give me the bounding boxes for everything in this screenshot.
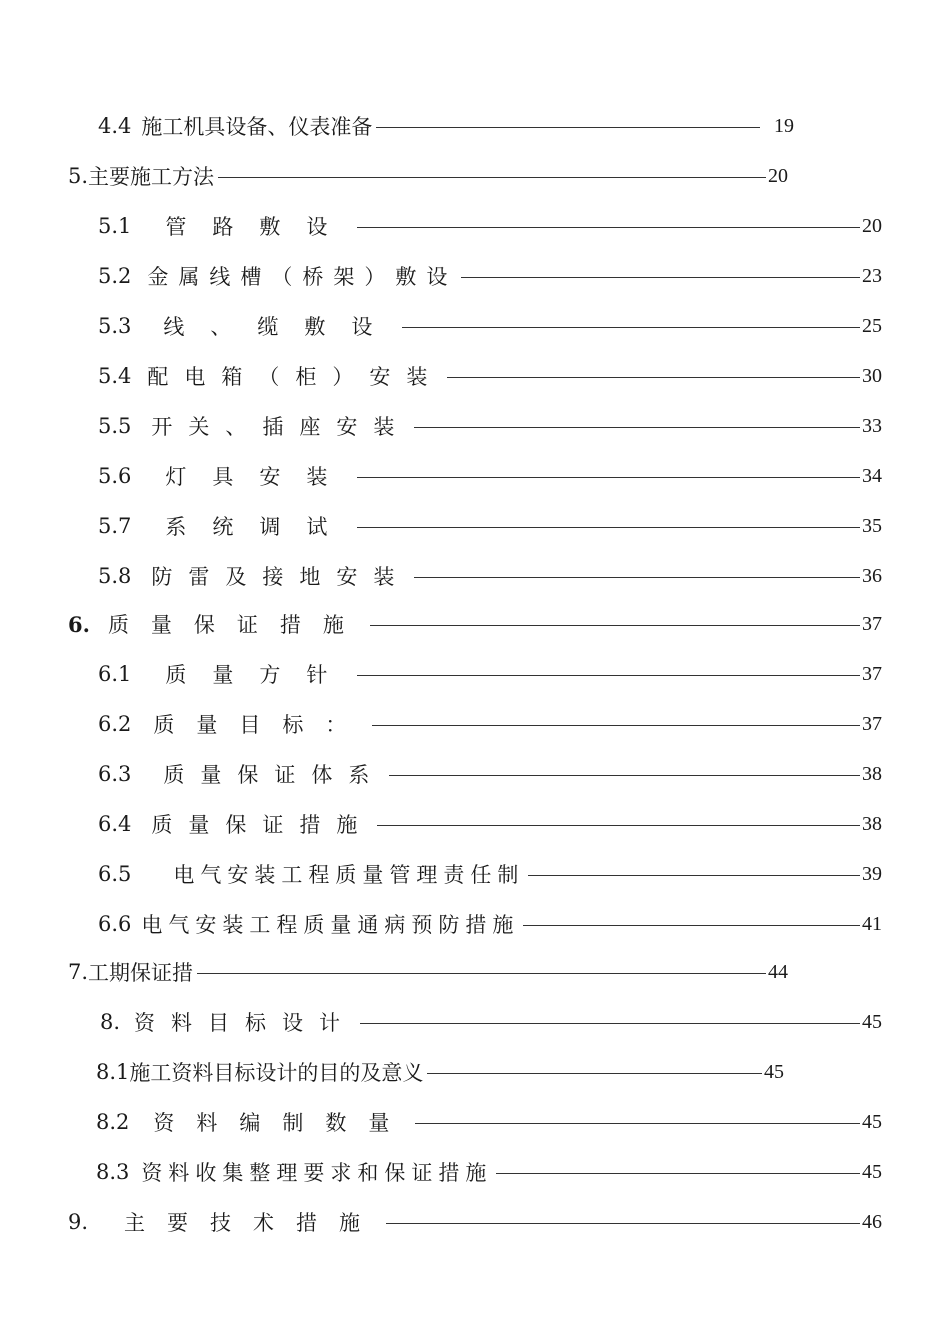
toc-title: 电气安装工程质量管理责任制 (173, 863, 525, 887)
toc-leader (447, 377, 860, 378)
toc-page-number: 23 (862, 264, 882, 287)
toc-page-number: 25 (862, 314, 882, 337)
toc-title: 资料目标设计 (134, 1011, 357, 1035)
toc-leader (357, 675, 860, 676)
toc-number: 6. (68, 611, 90, 637)
toc-title: 质量方针 (165, 663, 354, 687)
toc-entry-6-4[interactable] (98, 806, 882, 842)
toc-page-number: 30 (862, 364, 882, 387)
toc-title: 系统调试 (165, 515, 354, 539)
toc-page-number: 37 (862, 612, 882, 635)
toc-leader (461, 277, 860, 278)
toc-number: 5.2 (98, 264, 132, 288)
toc-page-number: 41 (862, 912, 882, 935)
toc-entry-5-1[interactable] (98, 208, 882, 244)
toc-entry-5-4[interactable] (98, 358, 882, 394)
toc-entry-6[interactable] (68, 606, 882, 642)
toc-title: 质量保证体系 (163, 763, 386, 787)
toc-entry-5-7[interactable] (98, 508, 882, 544)
toc-number: 6.1 (98, 662, 132, 686)
toc-page-number: 45 (764, 1060, 784, 1083)
toc-number: 5.5 (98, 414, 132, 438)
toc-number: 4.4 (98, 114, 132, 138)
toc-entry-4-4[interactable] (98, 108, 794, 144)
toc-page-number: 20 (768, 164, 788, 187)
toc-entry-5-8[interactable] (98, 558, 882, 594)
toc-number: 5.4 (98, 364, 132, 388)
toc-leader (389, 775, 860, 776)
toc-entry-8[interactable] (100, 1004, 882, 1040)
toc-title: 资料收集整理要求和保证措施 (141, 1161, 493, 1185)
toc-entry-8-2[interactable] (96, 1104, 882, 1140)
toc-number: 6.6 (98, 912, 132, 936)
toc-page-number: 38 (862, 812, 882, 835)
toc-title: 质量保证措施 (107, 613, 366, 637)
toc-entry-5[interactable] (68, 158, 788, 194)
toc-title: 施工资料目标设计的目的及意义 (129, 1061, 424, 1085)
toc-leader (372, 725, 860, 726)
toc-entry-5-3[interactable] (98, 308, 882, 344)
toc-leader (523, 925, 860, 926)
toc-number: 8.3 (96, 1160, 130, 1184)
toc-entry-6-1[interactable] (98, 656, 882, 692)
toc-page-number: 45 (862, 1110, 882, 1133)
toc-page-number: 37 (862, 712, 882, 735)
toc-leader (414, 577, 860, 578)
toc-number: 9. (68, 1210, 89, 1234)
toc-number: 5. (68, 164, 89, 188)
toc-number: 6.4 (98, 812, 132, 836)
toc-entry-6-5[interactable] (98, 856, 882, 892)
toc-entry-5-2[interactable] (98, 258, 882, 294)
toc-number: 5.8 (98, 564, 132, 588)
toc-leader (218, 177, 766, 178)
toc-entry-6-6[interactable] (98, 906, 882, 942)
toc-page-number: 45 (862, 1010, 882, 1033)
toc-page-number: 39 (862, 862, 882, 885)
toc-title: 主要施工方法 (88, 165, 215, 189)
toc-entry-5-6[interactable] (98, 458, 882, 494)
toc-page-number: 35 (862, 514, 882, 537)
toc-leader (415, 1123, 860, 1124)
toc-title: 线、缆敷设 (163, 315, 399, 339)
toc-title: 金属线槽（桥架）敷设 (147, 265, 458, 289)
toc-number: 6.3 (98, 762, 132, 786)
toc-leader (427, 1073, 762, 1074)
toc-page-number: 33 (862, 414, 882, 437)
toc-leader (360, 1023, 860, 1024)
toc-title: 质量目标： (153, 713, 369, 737)
toc-page-number: 37 (862, 662, 882, 685)
toc-leader (197, 973, 766, 974)
toc-page-number: 19 (774, 114, 794, 137)
toc-leader (414, 427, 860, 428)
toc-title: 资料编制数量 (153, 1111, 412, 1135)
toc-leader (386, 1223, 860, 1224)
toc-entry-6-3[interactable] (98, 756, 882, 792)
toc-number: 5.1 (98, 214, 132, 238)
toc-number: 6.2 (98, 712, 132, 736)
toc-number: 7. (68, 960, 89, 984)
toc-number: 8.1 (96, 1060, 130, 1084)
toc-number: 5.6 (98, 464, 132, 488)
toc-leader (357, 227, 860, 228)
toc-leader (528, 875, 860, 876)
toc-number: 6.5 (98, 862, 132, 886)
toc-title: 配电箱（柜）安装 (147, 365, 444, 389)
toc-entry-6-2[interactable] (98, 706, 882, 742)
toc-number: 5.3 (98, 314, 132, 338)
toc-title: 主要技术措施 (124, 1211, 383, 1235)
toc-title: 开关、插座安装 (151, 415, 411, 439)
toc-leader (376, 127, 760, 128)
toc-page-number: 45 (862, 1160, 882, 1183)
toc-page-number: 38 (862, 762, 882, 785)
toc-page-number: 34 (862, 464, 882, 487)
toc-leader (357, 527, 860, 528)
toc-entry-8-1[interactable] (96, 1054, 784, 1090)
toc-page-number: 20 (862, 214, 882, 237)
toc-leader (377, 825, 860, 826)
toc-number: 8.2 (96, 1110, 130, 1134)
toc-entry-9[interactable] (68, 1204, 882, 1240)
toc-title: 防雷及接地安装 (151, 565, 411, 589)
toc-leader (370, 625, 860, 626)
toc-title: 施工机具设备、仪表准备 (141, 115, 373, 139)
toc-title: 电气安装工程质量通病预防措施 (141, 913, 520, 937)
toc-title: 灯具安装 (165, 465, 354, 489)
toc-title: 工期保证措 (88, 961, 194, 985)
toc-number: 5.7 (98, 514, 132, 538)
toc-leader (357, 477, 860, 478)
toc-entry-7[interactable] (68, 954, 788, 990)
toc-page-number: 36 (862, 564, 882, 587)
toc-entry-5-5[interactable] (98, 408, 882, 444)
toc-leader (402, 327, 860, 328)
toc-title: 质量保证措施 (151, 813, 374, 837)
toc-leader (496, 1173, 860, 1174)
toc-title: 管路敷设 (165, 215, 354, 239)
toc-page-number: 44 (768, 960, 788, 983)
toc-number: 8. (100, 1010, 121, 1034)
toc-entry-8-3[interactable] (96, 1154, 882, 1190)
toc-page-number: 46 (862, 1210, 882, 1233)
